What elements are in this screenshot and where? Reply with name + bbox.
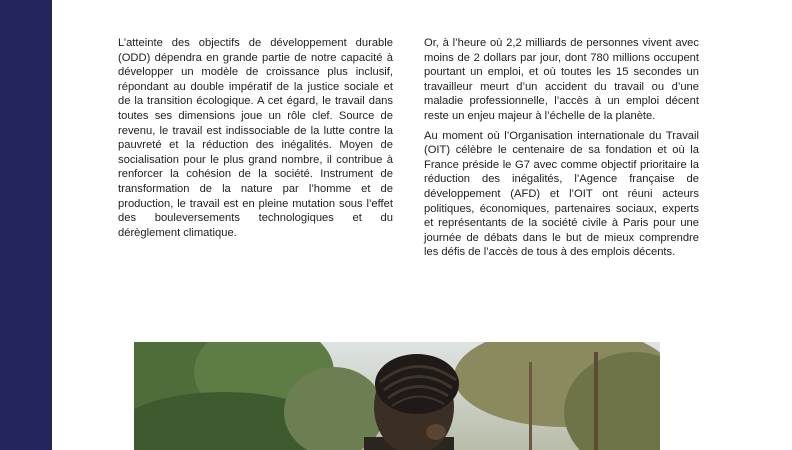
photo-illustration — [134, 342, 660, 450]
left-text-column — [118, 36, 393, 245]
paragraph-oit-afd-event: Au moment où l’Organisation internationale du Travail (OIT) célèbre le centenaire de sa fondation et où la France préside le G7 avec comme objectif prioritaire la réduction des inégalités, l’Agence française de développement (AFD) et l’OIT ont réuni acteurs politiques, économiques, partenaires sociaux, experts et représentants de la société civile à Paris pour une journée de débats dans le but de mieux comprendre les défis de l’accès de tous à des emplois décents. — [424, 129, 699, 259]
paragraph-odd-intro: L’atteinte des objectifs de développement durable (ODD) dépendra en grande partie de notre capacité à développer un modèle de croissance plus inclusif, répondant au double impératif de la justice sociale et de la transition écologique. A cet égard, le travail dans toutes ses dimensions joue un rôle clef. Source de revenu, le travail est indissociable de la lutte contre la pauvreté et la réduction des inégalités. Moyen de socialisation pour le plus grand nombre, il contribue à renforcer la cohésion de la société. Instrument de transformation de la nature par l’homme et de production, le travail est en pleine mutation sous l’effet des bouleversements technologiques et du dérèglement climatique. — [118, 37, 393, 239]
paragraph-poverty-stats: Or, à l’heure où 2,2 milliards de personnes vivent avec moins de 2 dollars par jour, dont 780 millions occupent pourtant un emploi, et où toutes les 15 secondes un travailleur meurt d’un accident du travail ou d’une maladie professionnelle, l’accès à un emploi décent reste un enjeu majeur à l’échelle de la planète. — [424, 37, 699, 122]
article-photo — [134, 342, 660, 450]
right-text-column — [424, 36, 699, 265]
side-color-band — [0, 0, 52, 450]
